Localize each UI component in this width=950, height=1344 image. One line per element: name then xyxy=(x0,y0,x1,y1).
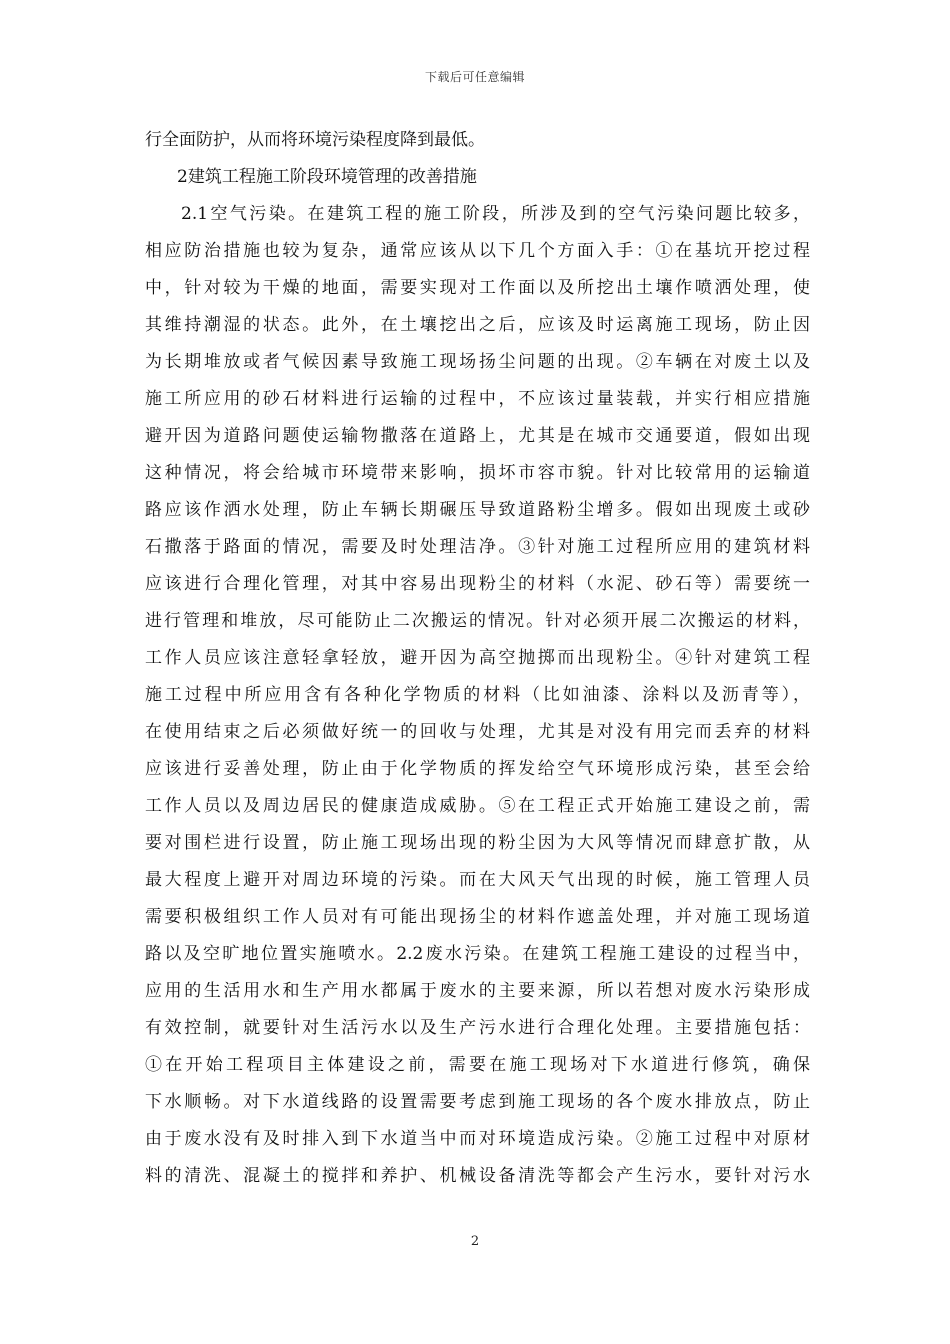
text-line: 路以及空旷地位置实施喷水。2.2废水污染。在建筑工程施工建设的过程当中， xyxy=(145,944,810,964)
text-line: 中，针对较为干燥的地面，需要实现对工作面以及所挖出土壤作喷洒处理，使 xyxy=(145,278,810,298)
text-line: 2.1空气污染。在建筑工程的施工阶段，所涉及到的空气污染问题比较多， xyxy=(181,204,810,224)
text-line: 工作人员以及周边居民的健康造成威胁。⑤在工程正式开始施工建设之前，需 xyxy=(145,796,810,816)
text-line: 工作人员应该注意轻拿轻放，避开因为高空抛掷而出现粉尘。④针对建筑工程 xyxy=(145,648,810,668)
text-line: 最大程度上避开对周边环境的污染。而在大风天气出现的时候，施工管理人员 xyxy=(145,870,810,890)
body-text xyxy=(145,122,810,1195)
text-line: 相应防治措施也较为复杂，通常应该从以下几个方面入手：①在基坑开挖过程 xyxy=(145,241,810,261)
text-line: 石撒落于路面的情况，需要及时处理洁净。③针对施工过程所应用的建筑材料 xyxy=(145,537,810,557)
section-heading: 2建筑工程施工阶段环境管理的改善措施 xyxy=(177,167,477,187)
text-line: 料的清洗、混凝土的搅拌和养护、机械设备清洗等都会产生污水，要针对污水 xyxy=(145,1166,810,1186)
text-line: 应用的生活用水和生产用水都属于废水的主要来源，所以若想对废水污染形成 xyxy=(145,981,810,1001)
text-line: 由于废水没有及时排入到下水道当中而对环境造成污染。②施工过程中对原材 xyxy=(145,1129,810,1149)
text-line: 施工所应用的砂石材料进行运输的过程中，不应该过量装载，并实行相应措施 xyxy=(145,389,810,409)
text-line: 进行管理和堆放，尽可能防止二次搬运的情况。针对必须开展二次搬运的材料， xyxy=(145,611,810,631)
text-line: 应该进行妥善处理，防止由于化学物质的挥发给空气环境形成污染，甚至会给 xyxy=(145,759,810,779)
text-line: 有效控制，就要针对生活污水以及生产污水进行合理化处理。主要措施包括： xyxy=(145,1018,810,1038)
text-line: 在使用结束之后必须做好统一的回收与处理，尤其是对没有用完而丢弃的材料 xyxy=(145,722,810,742)
text-line: 施工过程中所应用含有各种化学物质的材料（比如油漆、涂料以及沥青等）， xyxy=(145,685,810,705)
text-line: 要对围栏进行设置，防止施工现场出现的粉尘因为大风等情况而肆意扩散，从 xyxy=(145,833,810,853)
text-line: 行全面防护，从而将环境污染程度降到最低。 xyxy=(145,130,485,150)
page-number: 2 xyxy=(470,1234,480,1249)
text-line: 这种情况，将会给城市环境带来影响，损坏市容市貌。针对比较常用的运输道 xyxy=(145,463,810,483)
text-line: 为长期堆放或者气候因素导致施工现场扬尘问题的出现。②车辆在对废土以及 xyxy=(145,352,810,372)
text-line: 需要积极组织工作人员对有可能出现扬尘的材料作遮盖处理，并对施工现场道 xyxy=(145,907,810,927)
text-line: 下水顺畅。对下水道线路的设置需要考虑到施工现场的各个废水排放点，防止 xyxy=(145,1092,810,1112)
text-line: 应该进行合理化管理，对其中容易出现粉尘的材料（水泥、砂石等）需要统一 xyxy=(145,574,810,594)
text-line: 其维持潮湿的状态。此外，在土壤挖出之后，应该及时运离施工现场，防止因 xyxy=(145,315,810,335)
text-line: 路应该作洒水处理，防止车辆长期碾压导致道路粉尘增多。假如出现废土或砂 xyxy=(145,500,810,520)
text-line: 避开因为道路问题使运输物撒落在道路上，尤其是在城市交通要道，假如出现 xyxy=(145,426,810,446)
page-header: 下载后可任意编辑 xyxy=(424,70,525,84)
text-line: ①在开始工程项目主体建设之前，需要在施工现场对下水道进行修筑，确保 xyxy=(145,1055,810,1075)
